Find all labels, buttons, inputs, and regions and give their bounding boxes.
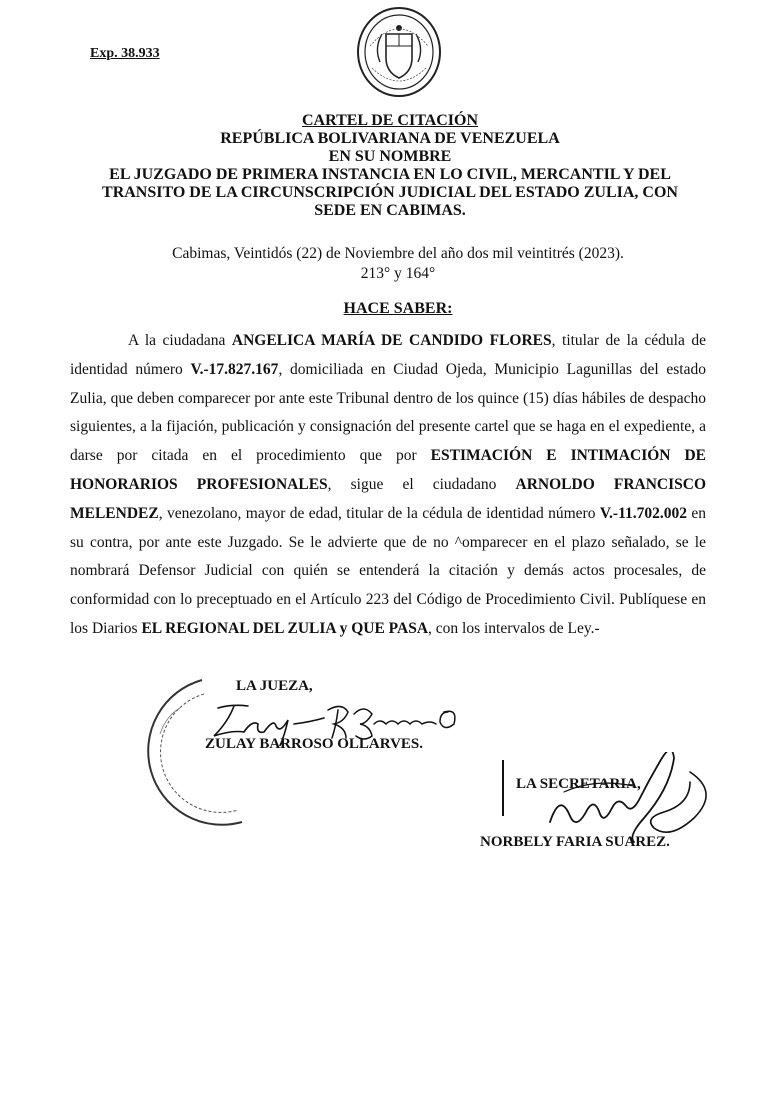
- citation-body: [70, 327, 706, 644]
- body-text: , titular de la cédula de identidad número: [70, 332, 706, 378]
- procedure-name: ESTIMACIÓN E INTIMACIÓN DE HONORARIOS PROFESIONALES: [70, 447, 706, 493]
- judge-signature: [198, 690, 488, 746]
- body-text: en su contra, por ante este Juzgado. Se le advierte que de no ^omparecer en el plazo señalado, se le nombrará Defensor Judicial con quién se entenderá la citación y demás actos procesales, de conformidad con lo preceptuado en el Artículo 223 del Código de Procedimiento Civil. Publíquese en los Diarios: [70, 504, 706, 637]
- secretary-signature: [490, 752, 750, 864]
- expediente-number: Exp. 38.933: [90, 46, 160, 61]
- header-line: REPÚBLICA BOLIVARIANA DE VENEZUELA: [220, 130, 560, 147]
- secretary-name: NORBELY FARIA SUAREZ.: [480, 834, 670, 850]
- body-text: , domiciliada en Ciudad Ojeda, Municipio Lagunillas del estado Zulia, que deben comparecer por ante este Tribunal dentro de los quince (15) días hábiles de despacho siguientes, a la fijación, publicación y consignación del presente cartel que se haga en el expediente, a darse por citada en el procedimiento que por: [70, 360, 706, 465]
- cited-person-id: V.-17.827.167: [190, 360, 279, 378]
- judge-name: ZULAY BARROSO OLLARVES.: [205, 736, 423, 752]
- body-text: A la ciudadana: [128, 332, 232, 349]
- date-line: Cabimas, Veintidós (22) de Noviembre del año dos mil veintitrés (2023).: [172, 245, 624, 262]
- secretary-title: LA SECRETARIA,: [516, 776, 641, 792]
- plaintiff-id: V.-11.702.002: [599, 504, 687, 522]
- body-text: , con los intervalos de Ley.-: [428, 619, 600, 637]
- body-text: , sigue el ciudadano: [327, 475, 516, 493]
- document-header: [80, 112, 700, 220]
- header-line: TRANSITO DE LA CIRCUNSCRIPCIÓN JUDICIAL DEL ESTADO ZULIA, CON: [102, 184, 678, 201]
- plaintiff-name: ARNOLDO FRANCISCO MELENDEZ: [70, 475, 706, 522]
- newspapers: EL REGIONAL DEL ZULIA y QUE PASA: [141, 619, 429, 637]
- header-line: EN SU NOMBRE: [328, 148, 452, 165]
- cited-person-name: ANGELICA MARÍA DE CANDIDO FLORES: [231, 332, 552, 349]
- years-line: 213° y 164°: [360, 265, 436, 282]
- header-line: EL JUZGADO DE PRIMERA INSTANCIA EN LO CIVIL, MERCANTIL Y DEL: [109, 166, 671, 183]
- date-block: [80, 244, 716, 284]
- section-title: HACE SABER:: [343, 300, 453, 317]
- court-seal: [356, 6, 442, 98]
- header-line: SEDE EN CABIMAS.: [314, 202, 466, 219]
- judge-title: LA JUEZA,: [236, 678, 313, 694]
- body-text: , venezolano, mayor de edad, titular de la cédula de identidad número: [158, 504, 600, 522]
- header-title: CARTEL DE CITACIÓN: [301, 112, 479, 129]
